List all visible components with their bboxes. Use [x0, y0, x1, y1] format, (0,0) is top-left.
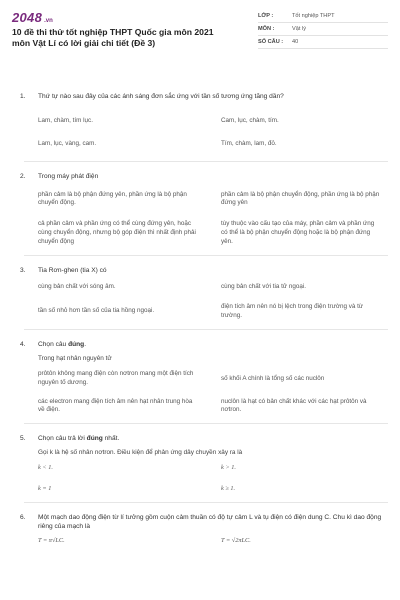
title-line-1: 10 đề thi thử tốt nghiệp THPT Quốc gia môn 2021: [12, 27, 214, 37]
option[interactable]: các electron mang điện tích âm nên hạt nhân trung hòa về điện.: [38, 397, 193, 414]
meta-value: 40: [292, 39, 299, 45]
question-text: Thứ tự nào sau đây của các ánh sáng đơn sắc ứng với tần số tương ứng tăng dần?: [38, 93, 284, 100]
question-4: [12, 340, 388, 415]
options-grid: [12, 117, 388, 149]
question-number: 2.: [20, 172, 26, 180]
meta-value: Tốt nghiệp THPT: [292, 13, 335, 19]
option[interactable]: cùng bản chất với sóng âm.: [38, 282, 116, 290]
question-stem: [12, 340, 388, 349]
option[interactable]: điện tích âm nên nó bị lệch trong điện trường và từ trường.: [221, 303, 364, 320]
question-stem: [12, 513, 388, 531]
meta-key: MÔN :: [258, 26, 275, 32]
option[interactable]: Tím, chàm, lam, đỏ.: [221, 139, 277, 147]
logo-suffix: .vn: [44, 18, 53, 24]
divider: [24, 329, 388, 330]
question-subtext: Gọi k là hệ số nhân nơtron. Điều kiện để phản ứng dây chuyền xảy ra là: [38, 449, 243, 457]
question-number: 6.: [20, 513, 26, 521]
question-stem: [12, 266, 388, 275]
stem-bold: đúng: [86, 435, 103, 443]
meta-value: Vật lý: [292, 26, 306, 32]
option[interactable]: số khối A chính là tổng số các nuclôn: [221, 374, 325, 382]
meta-row-class: [258, 10, 388, 23]
question-2: [12, 172, 388, 247]
stem-suffix: .: [84, 340, 87, 348]
page-title: [12, 27, 247, 49]
meta-key: LỚP :: [258, 13, 274, 19]
stem-bold: đúng: [68, 340, 85, 348]
option[interactable]: nuclôn là hạt có bản chất khác với các hạt prôtôn và nơtron.: [221, 397, 367, 414]
divider: [24, 255, 388, 256]
options-grid: [12, 191, 388, 247]
question-subtext: Trong hạt nhân nguyên tử: [38, 354, 112, 362]
option[interactable]: tần số nhỏ hơn tần số của tia hồng ngoại.: [38, 307, 155, 315]
option[interactable]: k < 1.: [38, 464, 53, 472]
option[interactable]: prôtôn không mang điện còn nơtron mang một điện tích nguyên tố dương.: [38, 369, 194, 386]
options-grid: [12, 464, 388, 494]
question-6: [12, 513, 388, 546]
divider: [24, 161, 388, 162]
option[interactable]: k > 1.: [221, 464, 236, 472]
option[interactable]: T = π√LC.: [38, 536, 65, 544]
stem-prefix: Chọn câu trả lời: [38, 435, 87, 443]
meta-key: SỐ CÂU :: [258, 39, 284, 45]
question-stem: [12, 92, 388, 101]
question-stem: [12, 172, 388, 181]
option[interactable]: phần cảm là bộ phận chuyển động, phần ứng là bộ phận đứng yên: [221, 190, 380, 207]
option[interactable]: Lam, lục, vàng, cam.: [38, 139, 97, 147]
option[interactable]: phần cảm là bộ phận đứng yên, phần ứng là bộ phận chuyển động.: [38, 190, 187, 207]
header-left: [12, 10, 247, 49]
option[interactable]: Cam, lục, chàm, tím.: [221, 117, 279, 124]
question-text: [38, 340, 388, 349]
stem-suffix: nhất.: [102, 435, 120, 443]
meta-row-subject: [258, 23, 388, 36]
question-text: Một mạch dao động điện từ lí tưởng gồm cuộn cảm thuần có độ tự cảm L và tụ điện có điện dung C. Chu kì dao động riêng của mạch là: [38, 513, 382, 530]
question-5: [12, 434, 388, 494]
option[interactable]: T = √2πLC.: [221, 536, 251, 544]
meta-table: [258, 10, 388, 49]
option[interactable]: Lam, chàm, tím lục.: [38, 117, 93, 124]
options-grid: [12, 283, 388, 321]
option[interactable]: cùng bản chất với tia tử ngoại.: [221, 282, 307, 290]
meta-row-count: [258, 36, 388, 49]
option[interactable]: k ≥ 1.: [221, 484, 236, 492]
question-1: [12, 92, 388, 149]
question-text: [38, 434, 388, 443]
question-stem: [12, 434, 388, 443]
divider: [24, 423, 388, 424]
logo-text: 2048: [12, 10, 43, 25]
options-grid: [12, 537, 388, 546]
question-number: 4.: [20, 340, 26, 348]
question-text: Tia Rơn-ghen (tia X) có: [38, 266, 107, 274]
stem-prefix: Chọn câu: [38, 340, 69, 348]
question-3: [12, 266, 388, 321]
divider: [24, 502, 388, 503]
question-number: 5.: [20, 435, 26, 443]
brand-logo[interactable]: [12, 10, 247, 25]
title-line-2: môn Vật Lí có lời giải chi tiết (Đề 3): [12, 38, 156, 48]
question-number: 1.: [20, 93, 26, 100]
header: [12, 10, 388, 62]
option[interactable]: k = 1: [38, 484, 52, 492]
option[interactable]: tùy thuộc vào cấu tạo của máy, phần cảm và phần ứng có thể là bộ phận chuyển động hoặc là bộ phận đứng yên.: [221, 220, 375, 245]
question-text: Trong máy phát điện: [38, 172, 99, 180]
options-grid: [12, 370, 388, 415]
option[interactable]: cả phần cảm và phần ứng có thể cùng đứng yên, hoặc cùng chuyển động, nhưng bộ góp điện thì nhất định phải chuyển động: [38, 220, 196, 245]
question-number: 3.: [20, 266, 26, 274]
